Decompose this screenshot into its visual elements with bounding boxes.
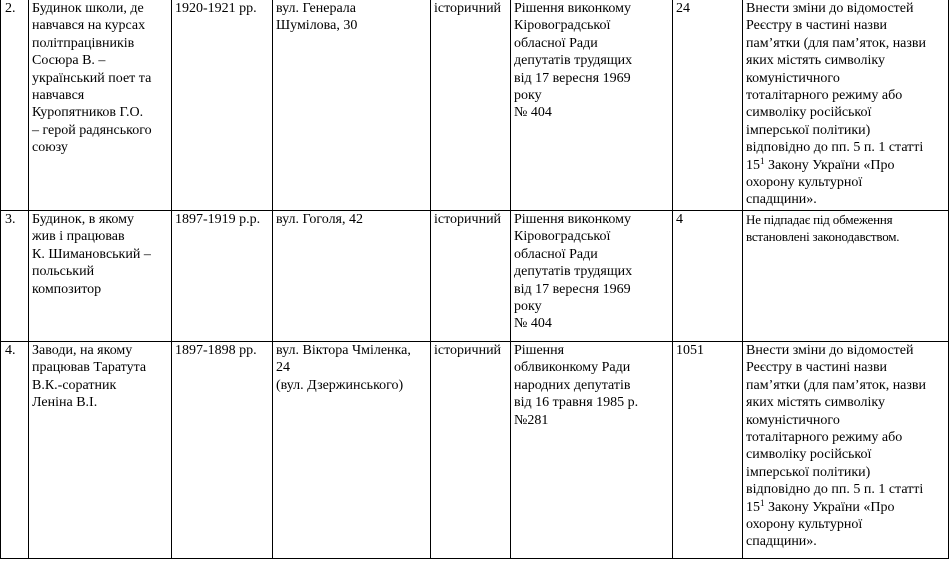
monument-name (29, 0, 172, 211)
name-line: Куропятников Г.О. (32, 105, 144, 121)
monument-name (29, 211, 172, 342)
decision-line: року (514, 88, 542, 104)
protection-number: 1051 (673, 342, 743, 559)
law-superscript: 1 (760, 497, 765, 508)
decision (511, 342, 673, 559)
table-row (1, 211, 949, 342)
note-line: охорону культурної (746, 517, 863, 533)
dates: 1920-1921 рр. (172, 0, 273, 211)
name-line: Леніна В.І. (32, 395, 98, 411)
name-line: навчався на курсах (32, 18, 146, 34)
address-line: 24 (276, 360, 290, 376)
decision-line: від 17 вересня 1969 (514, 281, 631, 297)
address-line: вул. Віктора Чміленка, (276, 343, 411, 358)
note-line: Реєстру в частині назви (746, 18, 888, 34)
note (743, 342, 949, 559)
address (273, 211, 431, 342)
name-line: політпрацівників (32, 35, 135, 51)
note-line: тоталітарного режиму або (746, 430, 903, 446)
note-line: яких містять символіку (746, 395, 885, 411)
decision-line: Рішення виконкому (514, 212, 631, 227)
decision-line: облвиконкому Ради (514, 360, 631, 376)
decision (511, 0, 673, 211)
decision (511, 211, 673, 342)
name-line: працював Таратута (32, 360, 147, 376)
note-line: Внести зміни до відомостей (746, 343, 914, 358)
row-number: 4. (1, 342, 29, 559)
row-number: 3. (1, 211, 29, 342)
address-line: Шумілова, 30 (276, 18, 358, 34)
law-superscript: 1 (760, 155, 765, 166)
name-line: Сосюра В. – (32, 53, 106, 69)
name-line: – герой радянського (32, 122, 152, 138)
note-line: спадщини». (746, 534, 817, 550)
law-text: Закону України «Про (764, 499, 895, 515)
decision-line: Рішення виконкому (514, 1, 631, 16)
name-line: український поет та (32, 70, 152, 86)
monument-type: історичний (431, 211, 511, 342)
address-line: вул. Гоголя, 42 (276, 212, 364, 227)
note-line: комуністичного (746, 70, 840, 86)
decision-line: від 17 вересня 1969 (514, 70, 631, 86)
note-line: встановлені законодавством. (746, 229, 900, 245)
name-line: композитор (32, 281, 102, 297)
decision-line: року (514, 299, 542, 315)
note-line: Не підпадає під обмеження (746, 212, 893, 227)
name-line: К. Шимановський – (32, 246, 151, 262)
decision-line: депутатів трудящих (514, 53, 633, 69)
note-line: яких містять символіку (746, 53, 885, 69)
row-number: 2. (1, 0, 29, 211)
dates: 1897-1919 р.р. (172, 211, 273, 342)
note-line: символіку російської (746, 105, 872, 121)
note-line: спадщини». (746, 192, 817, 208)
name-line: польський (32, 264, 95, 280)
monument-type: історичний (431, 0, 511, 211)
note-line: Внести зміни до відомостей (746, 1, 914, 16)
note-line: Реєстру в частині назви (746, 360, 888, 376)
note-line: тоталітарного режиму або (746, 88, 903, 104)
law-article: 15 (746, 157, 760, 173)
note-law-line (746, 499, 946, 516)
name-line: навчався (32, 88, 85, 104)
protection-number: 4 (673, 211, 743, 342)
note-line: відповідно до пп. 5 п. 1 статті (746, 140, 924, 156)
decision-line: депутатів трудящих (514, 264, 633, 280)
note-line: символіку російської (746, 447, 872, 463)
decision-line: обласної Ради (514, 246, 598, 262)
decision-line: № 404 (514, 105, 552, 121)
decision-line: Кіровоградської (514, 18, 611, 34)
decision-line: обласної Ради (514, 35, 598, 51)
decision-line: Рішення (514, 343, 565, 358)
name-line: жив і працював (32, 229, 125, 245)
note-line: комуністичного (746, 412, 840, 428)
note (743, 0, 949, 211)
decision-line: № 404 (514, 316, 552, 332)
law-text: Закону України «Про (764, 157, 895, 173)
monument-type: історичний (431, 342, 511, 559)
decision-line: №281 (514, 412, 549, 428)
protection-number: 24 (673, 0, 743, 211)
note-line: пам’ятки (для пам’яток, назви (746, 35, 927, 51)
note (743, 211, 949, 342)
note-line: імперської політики) (746, 464, 871, 480)
decision-line: Кіровоградської (514, 229, 611, 245)
note-line: відповідно до пп. 5 п. 1 статті (746, 482, 924, 498)
dates: 1897-1898 рр. (172, 342, 273, 559)
name-line: Будинок школи, де (32, 1, 144, 16)
table-row (1, 0, 949, 211)
address-line: вул. Генерала (276, 1, 356, 16)
name-line: В.К.-соратник (32, 377, 117, 393)
note-line: пам’ятки (для пам’яток, назви (746, 377, 927, 393)
address (273, 0, 431, 211)
name-line: союзу (32, 140, 68, 156)
monument-name (29, 342, 172, 559)
law-article: 15 (746, 499, 760, 515)
note-line: імперської політики) (746, 122, 871, 138)
name-line: Заводи, на якому (32, 343, 133, 358)
table-row (1, 342, 949, 559)
address (273, 342, 431, 559)
name-line: Будинок, в якому (32, 212, 134, 227)
note-law-line (746, 157, 946, 174)
decision-line: народних депутатів (514, 377, 631, 393)
note-line: охорону культурної (746, 175, 863, 191)
decision-line: від 16 травня 1985 р. (514, 395, 639, 411)
address-line: (вул. Дзержинського) (276, 377, 404, 393)
